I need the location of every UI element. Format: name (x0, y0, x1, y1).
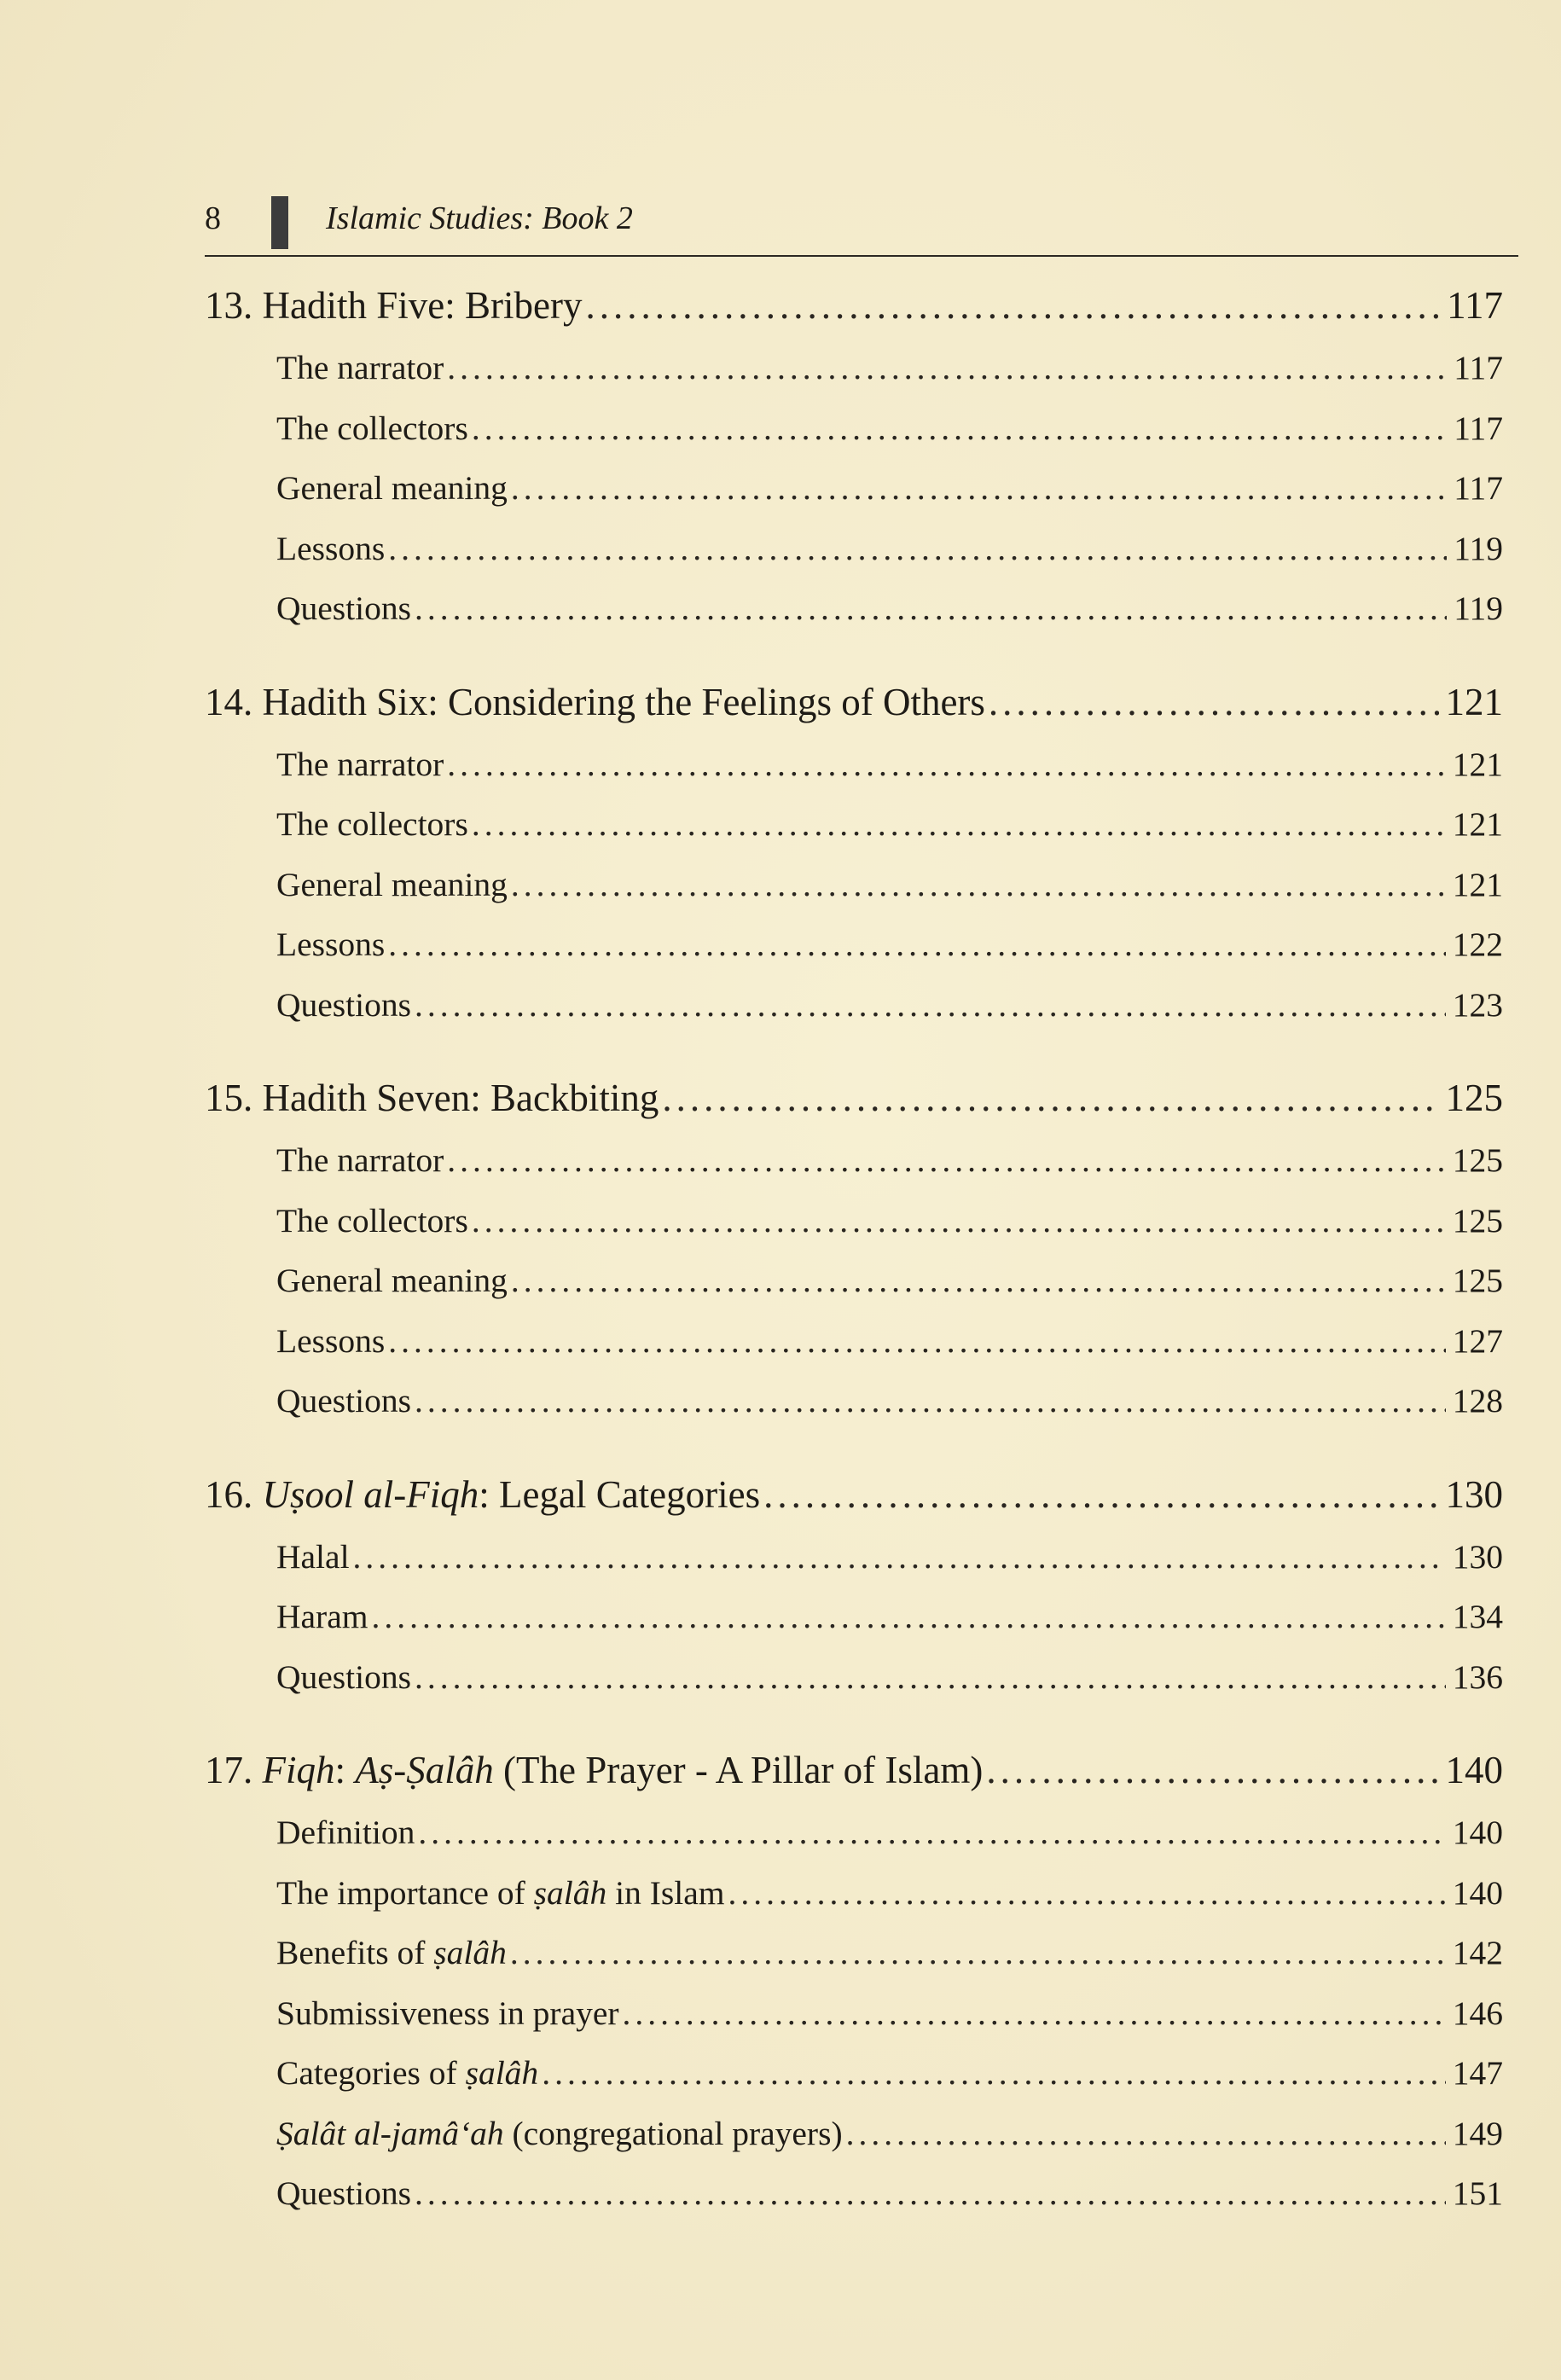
toc-entry[interactable] (205, 1587, 1503, 1647)
chapter-title-suffix: : Legal Categories (479, 1472, 761, 1516)
toc-chapter-title-row[interactable] (205, 1738, 1503, 1802)
entry-label: The narrator (276, 745, 444, 783)
toc-chapter-16 (205, 1462, 1503, 1708)
dot-leader (585, 273, 1440, 338)
chapter-title-prefix: 17. (205, 1749, 263, 1791)
entry-label-post: (congregational prayers) (503, 2114, 843, 2152)
toc-entry[interactable] (205, 2043, 1503, 2104)
entry-page: 117 (1454, 469, 1503, 507)
toc-entry[interactable] (205, 1251, 1503, 1311)
entry-page: 123 (1452, 985, 1503, 1024)
toc-entry[interactable] (205, 1983, 1503, 2044)
entry-label: General meaning (276, 469, 508, 507)
dot-leader (415, 975, 1446, 1036)
entry-label: Questions (276, 985, 411, 1024)
toc-entry[interactable] (205, 2163, 1503, 2224)
entry-page: 119 (1454, 529, 1503, 567)
toc-entry[interactable] (205, 1371, 1503, 1431)
entry-page: 151 (1452, 2174, 1503, 2212)
toc-entry[interactable] (205, 1527, 1503, 1588)
entry-label-italic: ṣalâh (465, 2054, 539, 2092)
dot-leader (662, 1065, 1438, 1130)
toc-entry[interactable] (205, 519, 1503, 579)
entry-label-italic: ṣalâh (433, 1934, 507, 1971)
toc-entry[interactable] (205, 794, 1503, 855)
page-header (205, 194, 1518, 246)
toc-entry[interactable] (205, 1923, 1503, 1983)
toc-entry[interactable] (205, 458, 1503, 519)
entry-page: 147 (1452, 2054, 1503, 2092)
entry-label-pre: The importance of (276, 1873, 534, 1912)
dot-leader (763, 1462, 1438, 1527)
toc-entry[interactable] (205, 2104, 1503, 2164)
dot-leader (418, 1802, 1445, 1863)
entry-label: General meaning (276, 1262, 508, 1299)
dot-leader (415, 1371, 1446, 1431)
entry-label: Questions (276, 1382, 411, 1419)
entry-label-italic: Ṣalât al-jamâ‘ah (276, 2114, 504, 2152)
toc-entry[interactable] (205, 1130, 1503, 1191)
entry-page: 121 (1452, 745, 1503, 783)
entry-page: 125 (1452, 1201, 1503, 1239)
entry-page: 125 (1452, 1141, 1503, 1179)
chapter-title-mid: : (334, 1749, 356, 1791)
entry-page: 140 (1452, 1814, 1503, 1851)
chapter-page: 140 (1445, 1749, 1503, 1791)
dot-leader (510, 1923, 1446, 1983)
entry-label (276, 1923, 507, 1983)
entry-label: Questions (276, 589, 411, 627)
dot-leader (846, 2104, 1446, 2164)
entry-page: 142 (1452, 1934, 1503, 1971)
entry-label: Halal (276, 1537, 350, 1576)
chapter-page: 125 (1445, 1077, 1503, 1119)
entry-page: 122 (1452, 926, 1503, 963)
entry-label: The narrator (276, 1141, 444, 1179)
entry-label: Submissiveness in prayer (276, 1994, 619, 2032)
entry-label: Lessons (276, 529, 386, 567)
dot-leader (447, 338, 1447, 398)
toc-chapter-17 (205, 1738, 1503, 2224)
entry-page: 130 (1452, 1537, 1503, 1576)
toc-chapter-13 (205, 273, 1503, 639)
toc-entry[interactable] (205, 1863, 1503, 1924)
dot-leader (989, 670, 1439, 734)
chapter-page: 130 (1445, 1472, 1503, 1516)
dot-leader (472, 1191, 1446, 1251)
entry-page: 119 (1454, 589, 1503, 627)
dot-leader (353, 1527, 1446, 1588)
chapter-title: 14. Hadith Six: Considering the Feelings of Others (205, 680, 985, 723)
dot-leader (511, 1251, 1446, 1311)
toc-entry[interactable] (205, 1191, 1503, 1251)
header-bar-ornament (271, 196, 288, 249)
entry-label: Questions (276, 2174, 411, 2212)
entry-label: The collectors (276, 1201, 468, 1239)
entry-page: 117 (1454, 409, 1503, 447)
book-title: Islamic Studies: Book 2 (326, 200, 633, 236)
toc-entry[interactable] (205, 398, 1503, 459)
toc-chapter-title-row[interactable] (205, 1462, 1503, 1527)
chapter-page: 117 (1447, 284, 1503, 327)
entry-label-post: in Islam (606, 1873, 725, 1912)
entry-label (276, 2104, 843, 2164)
chapter-title: 15. Hadith Seven: Backbiting (205, 1077, 659, 1119)
entry-page: 117 (1454, 349, 1503, 386)
toc-entry[interactable] (205, 338, 1503, 398)
chapter-title-italic-2: Aṣ-Ṣalâh (355, 1749, 494, 1791)
entry-label (276, 1863, 724, 1924)
entry-label: Lessons (276, 1321, 386, 1360)
chapter-title-suffix: (The Prayer - A Pillar of Islam) (493, 1749, 984, 1791)
entry-label: Definition (276, 1814, 415, 1851)
dot-leader (542, 2043, 1446, 2104)
entry-page: 127 (1452, 1321, 1503, 1360)
chapter-title (205, 1462, 760, 1527)
entry-label: General meaning (276, 865, 508, 903)
dot-leader (415, 578, 1447, 639)
header-rule (205, 255, 1518, 257)
dot-leader (447, 1130, 1445, 1191)
entry-page: 134 (1452, 1598, 1503, 1635)
entry-page: 125 (1452, 1262, 1503, 1299)
entry-label-italic: ṣalâh (533, 1873, 607, 1912)
entry-page: 146 (1452, 1994, 1503, 2032)
dot-leader (511, 855, 1446, 915)
entry-label: The collectors (276, 409, 468, 447)
page-number: 8 (205, 200, 221, 236)
toc-entry[interactable] (205, 914, 1503, 975)
entry-page: 149 (1452, 2114, 1503, 2152)
chapter-title-italic: Uṣool al-Fiqh (262, 1472, 479, 1516)
entry-page: 121 (1452, 805, 1503, 843)
entry-label-pre: Categories of (276, 2054, 466, 2092)
dot-leader (472, 794, 1446, 855)
dot-leader (986, 1738, 1438, 1802)
dot-leader (388, 914, 1445, 975)
dot-leader (447, 734, 1445, 795)
dot-leader (371, 1587, 1445, 1647)
dot-leader (511, 458, 1447, 519)
toc-entry[interactable] (205, 1311, 1503, 1372)
toc-chapter-title-row[interactable] (205, 1065, 1503, 1130)
dot-leader (415, 1647, 1446, 1708)
chapter-title-italic: Fiqh (262, 1749, 335, 1791)
toc-entry[interactable] (205, 734, 1503, 795)
toc-chapter-14 (205, 670, 1503, 1036)
entry-page: 136 (1452, 1657, 1503, 1696)
dot-leader (388, 519, 1447, 579)
toc-entry[interactable] (205, 975, 1503, 1036)
dot-leader (388, 1311, 1445, 1372)
toc-entry[interactable] (205, 855, 1503, 915)
toc-entry[interactable] (205, 1647, 1503, 1708)
chapter-page: 121 (1445, 680, 1503, 723)
entry-page: 128 (1452, 1382, 1503, 1419)
toc-chapter-title-row[interactable] (205, 670, 1503, 734)
entry-label: The narrator (276, 349, 444, 386)
chapter-title (205, 1738, 983, 1802)
chapter-title-prefix: 16. (205, 1472, 263, 1516)
dot-leader (728, 1863, 1445, 1924)
toc-chapter-title-row[interactable] (205, 273, 1503, 338)
table-of-contents (205, 273, 1503, 2255)
entry-label: Haram (276, 1598, 368, 1635)
entry-label (276, 2043, 538, 2104)
entry-label: Lessons (276, 926, 386, 963)
entry-label: Questions (276, 1657, 411, 1696)
toc-entry[interactable] (205, 1802, 1503, 1863)
toc-chapter-15 (205, 1065, 1503, 1431)
dot-leader (415, 2163, 1446, 2224)
entry-label-pre: Benefits of (276, 1934, 434, 1971)
toc-entry[interactable] (205, 578, 1503, 639)
entry-page: 140 (1452, 1873, 1503, 1912)
entry-page: 121 (1452, 865, 1503, 903)
dot-leader (623, 1983, 1446, 2044)
chapter-title: 13. Hadith Five: Bribery (205, 284, 583, 327)
dot-leader (472, 398, 1447, 459)
entry-label: The collectors (276, 805, 468, 843)
